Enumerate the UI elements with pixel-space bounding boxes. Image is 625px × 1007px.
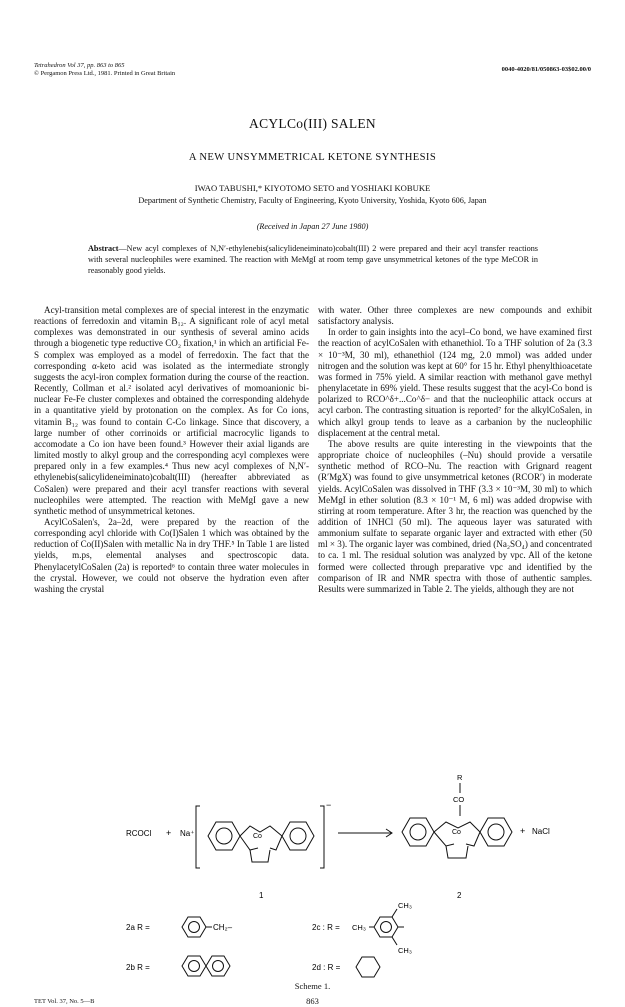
reaction-arrow	[338, 829, 392, 837]
abstract-label: Abstract	[88, 244, 119, 253]
page-title: ACYLCo(III) SALEN	[249, 116, 376, 131]
scheme-caption: Scheme 1.	[294, 981, 331, 991]
compound-label-1: 1	[259, 891, 264, 900]
journal-line: Tetrahedron Vol 37, pp. 863 to 865	[34, 62, 125, 69]
mesityl-ring-icon	[374, 909, 404, 945]
reagent-rcocl: RCOCl	[126, 829, 152, 838]
journal-header	[34, 62, 175, 78]
r-definition-2a: 2a R =	[126, 923, 150, 932]
abstract	[88, 243, 538, 276]
paragraph: The above results are quite interesting in the viewpoints that the appropriate choice of nucleophiles (–Nu) should provide a versatile synthetic method of RCO–Nu. The reaction with Grignard reagent (R′MgX) was found to give unsymmetrical ketones (RCOR′) in moderate yields. AcylCoSalen was dissolved in THF (3.3 × 10⁻³M, 30 ml) to which MeMgI in ether solution (8.3 × 10⁻¹ M, 6 ml) was added dropwise with stirring at room temperature. After 3 hr, the reaction was quenched by the addition of 1NHCl (50 ml). The aqueous layer was saturated with ammonium sulfate to separate organic layer and extracted with ether (50 ml × 3). The organic layer was combined, dried (Na₂SO₄) and concentrated to ca. 1 ml. The residual solution was analyzed by vpc. All of the ketone formed were collected through preparative vpc and identified by the comparison of IR and NMR spectra with those of authentic samples. Results were summarized in Table 2. The yields, although they are not	[318, 438, 593, 594]
scheme-1	[0, 770, 625, 980]
article-code: 0040-4020/81/050863-03$02.00/0	[501, 66, 591, 73]
received-date: (Received in Japan 27 June 1980)	[256, 222, 369, 231]
r-definition-2b: 2b R =	[126, 963, 150, 972]
r-definition-2c: 2c : R =	[312, 923, 340, 932]
r-2c-prefix: CH₃	[352, 923, 366, 932]
paragraph: AcylCoSalen's, 2a–2d, were prepared by the reaction of the corresponding acyl chloride with Co(I)Salen 1 which was obtained by the reduction of Co(II)Salen with metallic Na in dry THF.⁵ In Table 1 are listed yields, m.ps, elemental analyses and spectroscopic data. PhenylacetylCoSalen (2a) is reported⁶ to contain three water molecules in the crystal. However, we could not observe the hydration even after washing the crystal	[34, 516, 309, 594]
sodium-cation: Na⁺	[180, 829, 195, 838]
affiliation: Department of Synthetic Chemistry, Faculty of Engineering, Kyoto University, Yoshida, Kyoto 606, Japan	[138, 196, 487, 205]
cyclohexyl-ring-icon	[356, 957, 380, 977]
r-definition-2d: 2d : R =	[312, 963, 341, 972]
body-column-right	[318, 305, 592, 595]
author-list: IWAO TABUSHI,* KIYOTOMO SETO and YOSHIAKI KOBUKE	[194, 183, 431, 193]
r-2a-suffix: CH₂–	[213, 923, 233, 932]
plus-sign: +	[520, 826, 526, 836]
r-2c-methyl-top: CH₃	[398, 901, 412, 910]
body-column-left	[34, 305, 309, 595]
page-number: 863	[306, 996, 319, 1006]
acyl-co-salen-complex	[402, 818, 512, 858]
compound-label-2: 2	[457, 891, 462, 900]
paragraph: In order to gain insights into the acyl–Co bond, we have examined first the reaction of acylCoSalen with ethanethiol. To a THF solution of 2a (3.3 × 10⁻³M, 30 ml), ethanethiol (124 mg, 2.0 mmol) was added under nitrogen and the solution was kept at 60° for 15 hr. Ethyl phenylthioacetate was formed in 75% yield. A similar reaction with methanol gave methyl phenylacetate in 69% yield. These results suggest that the acyl-Co bond is polarized to RCO^δ+...Co^δ− and that the nucleophilic attack occurs at acyl carbon. The contrasting situation is reported⁷ for the alkylCoSalen, in which alkyl group tends to leave as a carbanion by the nucleophilic displacement at the central metal.	[318, 327, 592, 438]
r-group-label: R	[457, 773, 463, 782]
cobalt-label: Co	[253, 833, 262, 840]
page-subtitle: A NEW UNSYMMETRICAL KETONE SYNTHESIS	[188, 152, 437, 163]
publisher-line: © Pergamon Press Ltd., 1981. Printed in Great Britain	[34, 70, 176, 77]
issue-footer: TET Vol. 37, No. 5—B	[34, 998, 95, 1005]
carbonyl-group: CO	[453, 795, 465, 804]
charge-sign: −	[326, 800, 332, 810]
paragraph: with water. Other three complexes are new compounds and exhibit satisfactory analysis.	[318, 305, 592, 327]
naphthyl-ring-icon	[182, 956, 230, 976]
cobalt-label: Co	[452, 829, 461, 836]
phenyl-ring-icon	[182, 917, 206, 937]
abstract-text: —New acyl complexes of N,N′-ethylenebis(salicylideneiminato)cobalt(III) 2 were prepared and their acyl transfer reactions with several nucleophiles were examined. The reaction with MeMgI at room temp gave unsymmetrical ketones of the type MeCOR in reasonably good yields.	[88, 244, 538, 275]
paragraph: Acyl-transition metal complexes are of special interest in the enzymatic reactions of ferredoxin and vitamin B₁₂. A significant role of acyl metal complexes was demonstrated in our synthesis of several amino acids through a biogenetic type reductive CO₂ fixation,¹ in which an artificial Fe-S complex was employed as a model of ferredoxin. The fact that the corresponding α-keto acid was isolated as the intermediate strongly suggests the acyl-iron complex formation during the course of the reaction. Recently, Collman et al.² isolated acyl derivatives of momoanionic bi-nuclear Fe-Fe cluster complexes and obtained the corresponding aldehyde in a quantitative yield by protonation on the complex. As for Co ions, vitamin B₁₂ was found to contain C-Co linkage. Since that discovery, a large number of other corrinoids or artificial macrocylic ligands to accomodate a Co ion have been found.³ However their axial ligands are limited mostly to alkyl group and the corresponding acyl complexes were prepared only in a few examples.⁴ Thus new acyl complexes of N,N′-ethylenebis(salicylideneiminato)cobalt(III) (hereafter abbreviated as CoSalen) were prepared and their acyl transfer reactions with several nucleophiles were attempted. The reaction with MeMgI gave a new synthetic method of unsymmetrical ketones.	[34, 305, 309, 516]
byproduct-nacl: NaCl	[532, 827, 550, 836]
plus-sign: +	[166, 828, 172, 838]
r-2c-methyl-bottom: CH₃	[398, 946, 412, 955]
